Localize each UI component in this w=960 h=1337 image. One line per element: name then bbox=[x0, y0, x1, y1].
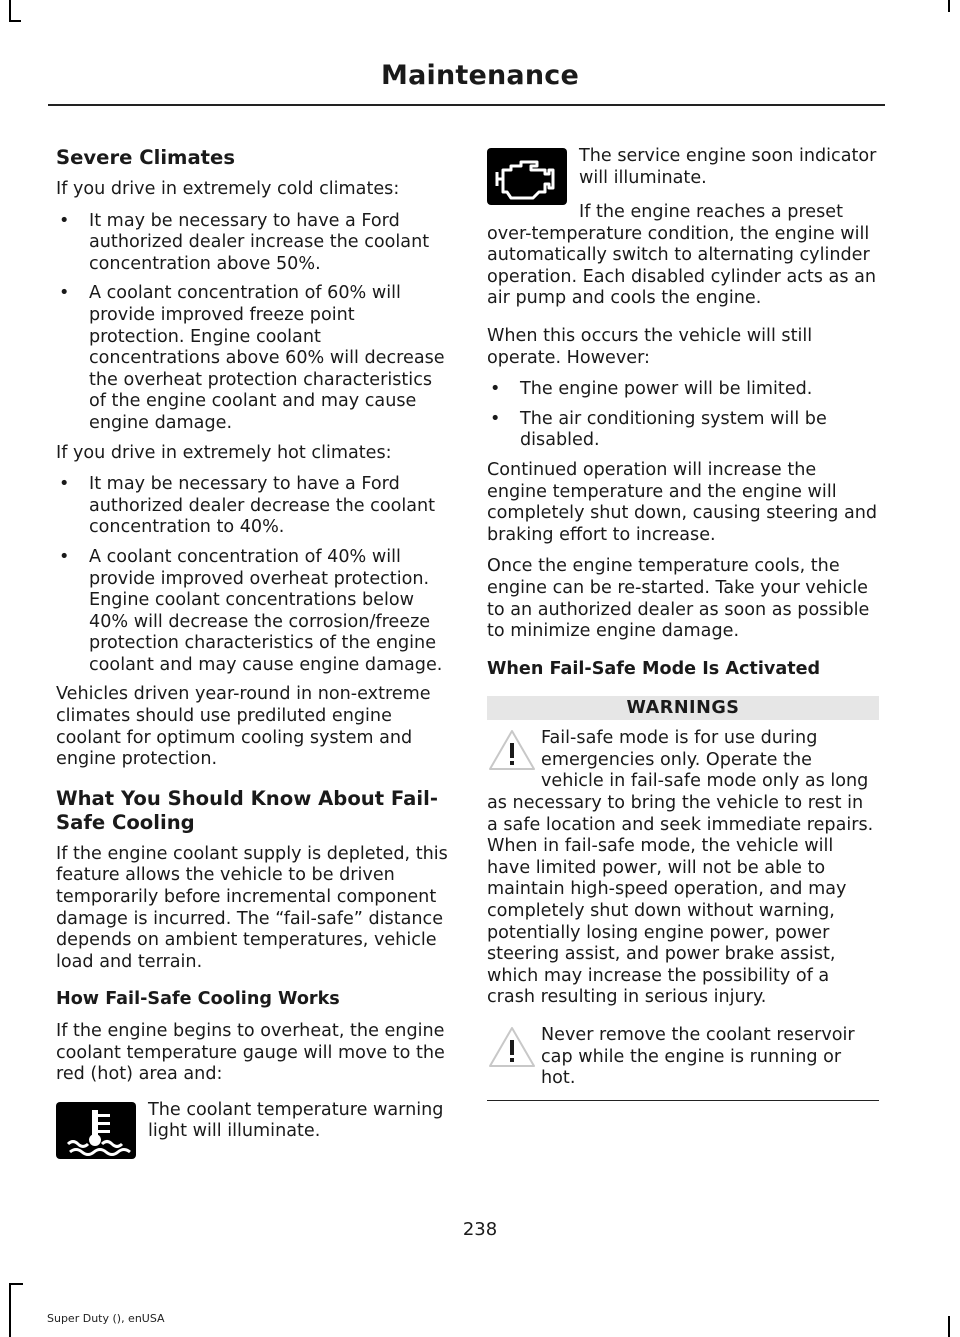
left-column bbox=[56, 146, 448, 1168]
coolant-light-text: The coolant temperature warning light will illuminate. bbox=[148, 1099, 444, 1142]
cold-bullet: • It may be necessary to have a Ford authorized dealer increase the coolant concentration above 50%. bbox=[56, 211, 448, 276]
warning-triangle-icon bbox=[487, 1025, 537, 1069]
crop-mark-top-right bbox=[948, 0, 950, 12]
engine-icon bbox=[487, 148, 567, 205]
how-paragraph: If the engine begins to overheat, the engine coolant temperature gauge will move to the red (hot) area and: bbox=[56, 1021, 445, 1085]
warnings-bottom-rule bbox=[487, 1100, 879, 1102]
warning-triangle-icon bbox=[487, 728, 537, 772]
coolant-temperature-icon bbox=[56, 1102, 136, 1159]
occurs-paragraph: When this occurs the vehicle will still operate. However: bbox=[487, 325, 813, 368]
overtemp-text: If the engine reaches a preset over-temperature condition, the engine will automatically switch to alternating cylinder operation. Each disabled cylinder acts as an air pump and cools the engine. bbox=[487, 202, 877, 309]
service-engine-text: The service engine soon indicator will illuminate. bbox=[579, 146, 877, 188]
right-column bbox=[487, 146, 879, 1101]
footer-doc-line: Super Duty (), enUSA bbox=[47, 1312, 165, 1325]
header-divider bbox=[48, 104, 885, 106]
continued-paragraph: Continued operation will increase the engine temperature and the engine will completely shut down, causing steering and braking effort to increase. bbox=[487, 459, 878, 545]
hot-bullet-list bbox=[56, 474, 448, 676]
warning-text-1: Fail-safe mode is for use during emergencies only. Operate the vehicle in fail-safe mode only as long as necessary to bring the vehicle to rest in a safe location and seek immediate repairs. When in fail-safe mode, the vehicle will have limited power, will not be able to maintain high-speed operation, and may completely shut down without warning, potentially losing engine power, power steering assist, and power brake assist, which may increase the possibility of a crash resulting in serious injury. bbox=[487, 728, 874, 1008]
crop-mark-bottom-right bbox=[948, 1316, 950, 1337]
warnings-banner: WARNINGS bbox=[487, 696, 879, 720]
right-bullet: • The air conditioning system will be disabled. bbox=[487, 409, 879, 452]
crop-mark-bottom-left-h bbox=[9, 1283, 23, 1285]
right-bullet: • The engine power will be limited. bbox=[487, 379, 879, 401]
prediluted-paragraph: Vehicles driven year-round in non-extreme climates should use prediluted engine coolant for optimum cooling system and engine protection. bbox=[56, 684, 431, 770]
right-bullet-list bbox=[487, 379, 879, 452]
crop-mark-top-left-v bbox=[9, 0, 11, 22]
heading-how-it-works: How Fail-Safe Cooling Works bbox=[56, 989, 340, 1010]
hot-bullet: • It may be necessary to have a Ford authorized dealer decrease the coolant concentration to 40%. bbox=[56, 474, 448, 539]
hot-intro: If you drive in extremely hot climates: bbox=[56, 442, 392, 463]
hot-bullet: • A coolant concentration of 40% will provide improved overheat protection. Engine coolant concentrations below 40% will decrease the corrosion/freeze protection characteristics of the engine coolant and may cause engine damage. bbox=[56, 547, 448, 677]
warning-item bbox=[487, 1025, 879, 1090]
page-number: 238 bbox=[462, 1219, 498, 1240]
cold-bullet-list bbox=[56, 211, 448, 435]
crop-mark-top-left-h bbox=[9, 20, 21, 22]
service-engine-row bbox=[487, 146, 879, 198]
cold-bullet: • A coolant concentration of 60% will provide improved freeze point protection. Engine coolant concentrations above 60% will decrease the overheat protection characteristics of the engine coolant and may cause engine damage. bbox=[56, 283, 448, 434]
warning-text-2: Never remove the coolant reservoir cap while the engine is running or hot. bbox=[541, 1025, 855, 1089]
once-paragraph: Once the engine temperature cools, the engine can be re-started. Take your vehicle to an authorized dealer as soon as possible to minimize engine damage. bbox=[487, 556, 870, 642]
fail-safe-paragraph: If the engine coolant supply is depleted, this feature allows the vehicle to be driven temporarily before incremental component damage is incurred. The “fail-safe” distance depends on ambient temperatures, vehicle load and terrain. bbox=[56, 843, 448, 972]
cold-intro: If you drive in extremely cold climates: bbox=[56, 179, 400, 199]
document-footer bbox=[47, 1312, 165, 1325]
heading-fail-safe-cooling: What You Should Know About Fail-Safe Cooling bbox=[56, 786, 438, 834]
crop-mark-bottom-left-v bbox=[9, 1283, 11, 1337]
warning-item bbox=[487, 728, 879, 1009]
coolant-light-row bbox=[56, 1100, 448, 1160]
page-title: Maintenance bbox=[381, 60, 579, 91]
overtemp-paragraph bbox=[487, 202, 879, 310]
heading-fail-safe-activated: When Fail-Safe Mode Is Activated bbox=[487, 658, 821, 679]
heading-severe-climates: Severe Climates bbox=[56, 146, 236, 169]
